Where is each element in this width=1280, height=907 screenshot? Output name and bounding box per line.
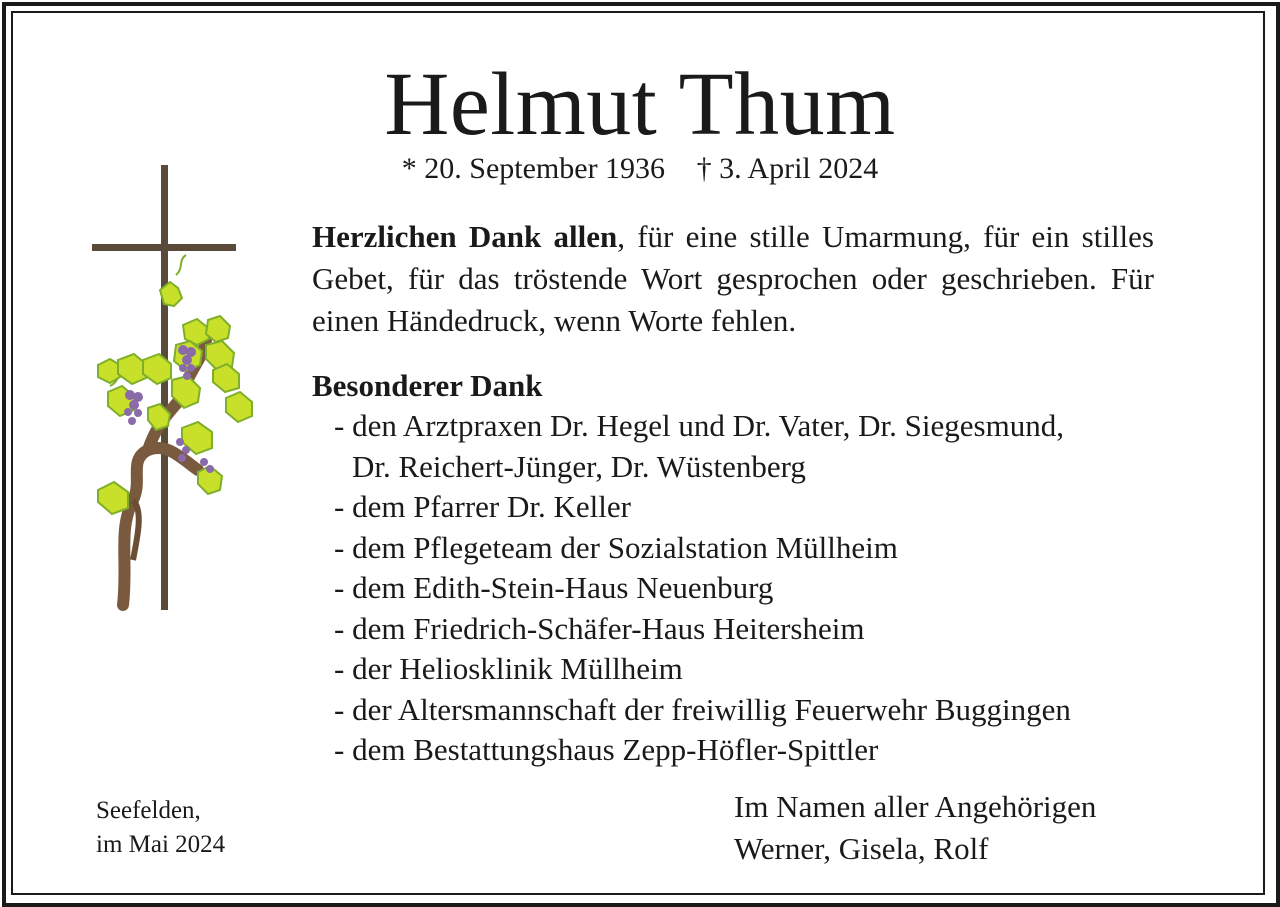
death-date: † 3. April 2024 bbox=[696, 152, 879, 185]
vine-leaves bbox=[98, 282, 252, 514]
list-item: - dem Pfarrer Dr. Keller bbox=[334, 489, 631, 524]
place-line: Seefelden, bbox=[96, 797, 201, 824]
deceased-name: Helmut Thum bbox=[384, 55, 896, 154]
signature-line-2: Werner, Gisela, Rolf bbox=[734, 831, 989, 866]
list-item: - den Arztpraxen Dr. Hegel und Dr. Vater, Dr. Siegesmund, bbox=[334, 408, 1064, 443]
birth-date: * 20. September 1936 bbox=[401, 152, 666, 185]
date-line: im Mai 2024 bbox=[96, 831, 226, 858]
cross-horizontal-beam bbox=[92, 244, 236, 251]
list-item: - der Altersmannschaft der freiwillig Feuerwehr Buggingen bbox=[334, 691, 1071, 727]
thanks-intro-bold: Herzlichen Dank allen bbox=[312, 219, 618, 254]
thanks-intro-text: , für eine stille Umarmung, für ein stilles Gebet, für das tröstende Wort gesprochen oder geschrieben. Für einen Händedruck, wenn Worte fehlen. bbox=[312, 219, 1154, 338]
signature-line-1: Im Namen aller Angehörigen bbox=[734, 789, 1097, 824]
list-item: - der Heliosklinik Müllheim bbox=[334, 651, 683, 686]
cross-with-grapevine-icon bbox=[88, 160, 268, 620]
thanks-intro bbox=[312, 216, 1154, 342]
special-thanks-title: Besonderer Dank bbox=[312, 368, 543, 403]
list-item: Dr. Reichert-Jünger, Dr. Wüstenberg bbox=[352, 448, 806, 484]
list-item: - dem Edith-Stein-Haus Neuenburg bbox=[334, 570, 774, 605]
list-item: - dem Friedrich-Schäfer-Haus Heitersheim bbox=[334, 610, 865, 646]
cross-vertical-beam bbox=[161, 165, 168, 610]
special-thanks-list bbox=[334, 406, 1071, 771]
list-item: - dem Pflegeteam der Sozialstation Müllheim bbox=[334, 529, 898, 565]
signature bbox=[734, 786, 1096, 870]
list-item: - dem Bestattungshaus Zepp-Höfler-Spittler bbox=[334, 732, 879, 767]
place-and-date bbox=[96, 794, 225, 862]
